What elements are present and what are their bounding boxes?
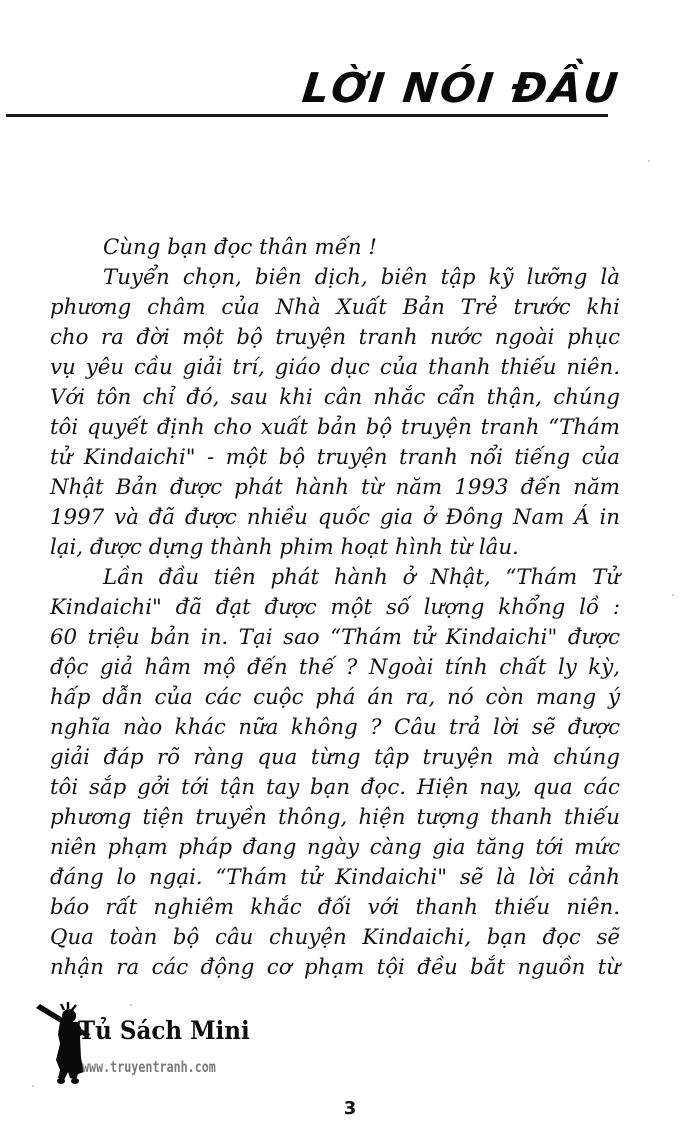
- text-line: báo rất nghiêm khắc đối với thanh thiếu niên.: [50, 895, 620, 920]
- text-line: độc giả hâm mộ đến thế ? Ngoài tính chất ly kỳ,: [50, 655, 620, 680]
- text-line: nhận ra các động cơ phạm tội đều bắt nguồn từ: [50, 955, 620, 980]
- page-number: 3: [343, 1098, 357, 1119]
- text-line: Qua toàn bộ câu chuyện Kindaichi, bạn đọc sẽ: [50, 925, 620, 950]
- text-line: tử Kindaichi" - một bộ truyện tranh nổi tiếng của: [50, 445, 620, 470]
- publisher-logo: [34, 1000, 274, 1085]
- text-line: phương tiện truyền thông, hiện tượng thanh thiếu: [50, 805, 620, 830]
- scan-speck: [672, 594, 674, 596]
- text-line: vụ yêu cầu giải trí, giáo dục của thanh thiếu niên.: [50, 355, 620, 380]
- text-line: cho ra đời một bộ truyện tranh nước ngoài phục: [50, 325, 620, 350]
- scan-speck: [130, 1004, 132, 1006]
- text-line: đáng lo ngại. “Thám tử Kindaichi" sẽ là lời cảnh: [50, 865, 620, 890]
- text-line: 60 triệu bản in. Tại sao “Thám tử Kindaichi" được: [50, 625, 620, 650]
- preface-body: [50, 233, 620, 983]
- logo-url: www.truyentranh.com: [82, 1058, 216, 1076]
- text-line: Tuyển chọn, biên dịch, biên tập kỹ lưỡng là: [103, 265, 620, 290]
- text-line: hấp dẫn của các cuộc phá án ra, nó còn mang ý: [50, 685, 620, 710]
- scan-speck: [32, 1085, 34, 1087]
- text-line: Lần đầu tiên phát hành ở Nhật, “Thám Tử: [103, 565, 620, 590]
- text-line: niên phạm pháp đang ngày càng gia tăng tới mức: [50, 835, 620, 860]
- text-line: Kindaichi" đã đạt được một số lượng khổng lồ :: [50, 595, 620, 620]
- text-line: giải đáp rõ ràng qua từng tập truyện mà chúng: [50, 745, 620, 770]
- title-divider: [6, 114, 608, 117]
- text-line: Với tôn chỉ đó, sau khi cân nhắc cẩn thận, chúng: [50, 385, 620, 410]
- scan-speck: [648, 160, 650, 162]
- page-title: LỜI NÓI ĐẦU: [300, 64, 623, 112]
- text-line: 1997 và đã được nhiều quốc gia ở Đông Nam Á in: [50, 505, 620, 530]
- text-line: Nhật Bản được phát hành từ năm 1993 đến năm: [50, 475, 620, 500]
- logo-title: Tủ Sách Mini: [78, 1016, 250, 1045]
- text-line: tôi quyết định cho xuất bản bộ truyện tranh “Thám: [50, 415, 620, 440]
- text-line: nghĩa nào khác nữa không ? Câu trả lời sẽ được: [50, 715, 620, 740]
- text-line: tôi sắp gởi tới tận tay bạn đọc. Hiện nay, qua các: [50, 775, 620, 800]
- text-line: phương châm của Nhà Xuất Bản Trẻ trước khi: [50, 295, 620, 320]
- text-line: Cùng bạn đọc thân mến !: [103, 235, 377, 260]
- text-line: lại, được dựng thành phim hoạt hình từ lâu.: [50, 535, 519, 560]
